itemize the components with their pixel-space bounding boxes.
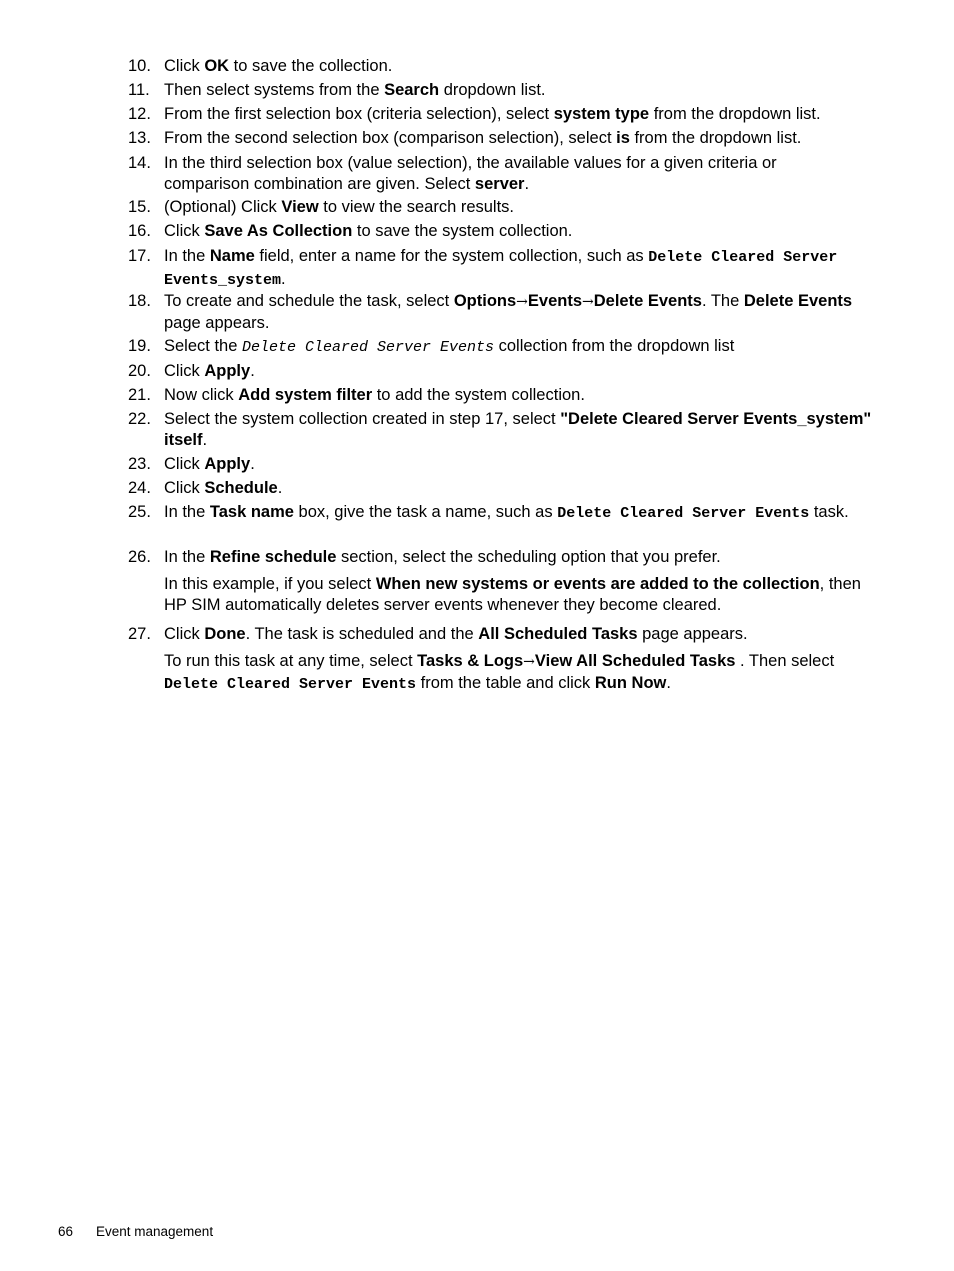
text-run: . Then select (735, 652, 835, 670)
bold-term: Add system filter (238, 386, 373, 404)
text-run: from the table and click (416, 673, 595, 692)
bold-term: Search (384, 81, 440, 99)
text-run: In the (164, 548, 210, 566)
text-run: Click (164, 625, 205, 643)
code-term: Delete Cleared Server Events (557, 505, 810, 522)
text-run: . (202, 430, 208, 449)
text-run: To create and schedule the task, select (164, 292, 454, 310)
step-number: 10. (128, 57, 151, 75)
step-text (164, 197, 874, 218)
step-number: 25. (128, 503, 151, 521)
step-number: 14. (128, 154, 151, 172)
page-number: 66 (58, 1224, 74, 1239)
step-number: 15. (128, 198, 151, 216)
bold-term: When new systems or events are added to the collection (375, 575, 820, 593)
step-text (164, 336, 874, 359)
step-text (164, 624, 874, 645)
step-number: 22. (128, 410, 151, 428)
step-text (164, 128, 874, 149)
bold-term: Apply (204, 362, 251, 380)
text-run: to add the system collection. (372, 386, 585, 404)
bold-term: Events (527, 292, 583, 310)
footer-section-title: Event management (96, 1224, 214, 1239)
text-run: page appears. (164, 313, 270, 332)
step-text (164, 104, 874, 125)
text-run: . The (701, 292, 744, 310)
text-run: section, select the scheduling option that you prefer. (336, 548, 721, 566)
code-term: Delete Cleared Server Events_system (164, 249, 838, 289)
text-run: to view the search results. (318, 198, 515, 216)
step-text (164, 221, 874, 242)
text-run: collection from the dropdown list (494, 337, 735, 355)
bold-term: View All Scheduled Tasks (534, 652, 736, 670)
step-number: 21. (128, 386, 151, 404)
text-run: Click (164, 455, 205, 473)
step-number: 27. (128, 625, 151, 643)
step-text (164, 361, 874, 382)
text-run: to save the system collection. (352, 222, 573, 240)
text-run: In the (164, 247, 210, 265)
text-run: Now click (164, 386, 239, 404)
step-text (164, 478, 874, 499)
bold-term: Run Now (594, 673, 667, 692)
text-run: , then HP SIM automatically deletes server events whenever they become cleared. (164, 575, 861, 614)
bold-term: Tasks & Logs (417, 652, 524, 670)
bold-term: View (281, 198, 319, 216)
arrow-separator: → (516, 294, 528, 310)
bold-term: Refine schedule (209, 548, 337, 566)
bold-term: Delete Events (593, 292, 702, 310)
text-run: Click (164, 362, 205, 380)
step-text (164, 56, 874, 77)
text-run: . (277, 479, 283, 497)
bold-term: system type (553, 105, 650, 123)
step-number: 26. (128, 548, 151, 566)
step-text (164, 547, 874, 568)
step-26-note (164, 574, 874, 615)
step-number: 13. (128, 129, 151, 147)
step-text (164, 385, 874, 406)
text-run: dropdown list. (439, 81, 546, 99)
text-run: Select the system collection created in step 17, select (164, 410, 561, 428)
step-number: 23. (128, 455, 151, 473)
text-run: Select the (164, 337, 242, 355)
text-run: Click (164, 479, 205, 497)
step-number: 18. (128, 292, 151, 310)
step-number: 17. (128, 247, 151, 265)
text-run: Click (164, 222, 205, 240)
bold-term: Task name (209, 503, 294, 521)
text-run: box, give the task a name, such as (293, 503, 558, 521)
bold-term: is (616, 129, 630, 147)
text-run: In this example, if you select (164, 575, 376, 593)
text-run: from the dropdown list. (649, 105, 821, 123)
step-text (164, 502, 874, 525)
text-run: page appears. (637, 625, 748, 643)
arrow-separator: → (582, 294, 594, 310)
bold-term: Name (209, 247, 255, 265)
bold-term: Delete Events (743, 292, 853, 310)
bold-term: server (474, 174, 525, 193)
bold-term: Save As Collection (204, 222, 353, 240)
text-run: . (666, 673, 671, 692)
step-number: 11. (128, 81, 150, 99)
text-run: task. (809, 503, 849, 521)
bold-term: All Scheduled Tasks (478, 625, 638, 643)
text-run: In the (164, 503, 210, 521)
arrow-separator: → (523, 654, 535, 670)
text-run: Then select systems from the (164, 81, 385, 99)
text-run: from the dropdown list. (629, 129, 802, 147)
text-run: . The task is scheduled and the (245, 625, 479, 643)
page-footer (58, 1223, 213, 1241)
step-27-note (164, 651, 874, 695)
step-text (164, 454, 874, 475)
text-run: field, enter a name for the system collection, such as (254, 247, 649, 265)
text-run: Click (164, 57, 205, 75)
step-text (164, 80, 874, 101)
code-term: Delete Cleared Server Events (164, 675, 417, 693)
text-run: . (250, 362, 255, 380)
step-text (164, 246, 874, 291)
text-run: . (281, 269, 286, 288)
bold-term: Done (204, 625, 246, 643)
step-text (164, 153, 814, 194)
code-term-italic: Delete Cleared Server Events (241, 339, 495, 356)
bold-term: OK (204, 57, 230, 75)
step-number: 24. (128, 479, 151, 497)
bold-term: Options (453, 292, 517, 310)
step-number: 19. (128, 337, 151, 355)
step-number: 16. (128, 222, 151, 240)
text-run: . (524, 174, 530, 193)
text-run: In the third selection box (value selection), the available values for a given criteria or comparison combination are given. Select (164, 154, 777, 193)
step-number: 20. (128, 362, 151, 380)
text-run: (Optional) Click (164, 198, 282, 216)
bold-term: "Delete Cleared Server Events_system" itself (164, 410, 872, 449)
step-number: 12. (128, 105, 151, 123)
text-run: From the second selection box (comparison selection), select (164, 129, 617, 147)
step-text (164, 409, 874, 450)
text-run: To run this task at any time, select (164, 652, 418, 670)
text-run: From the first selection box (criteria selection), select (164, 105, 554, 123)
step-text (164, 291, 874, 333)
bold-term: Apply (204, 455, 251, 473)
bold-term: Schedule (204, 479, 278, 497)
text-run: to save the collection. (229, 57, 393, 75)
text-run: . (250, 455, 255, 473)
